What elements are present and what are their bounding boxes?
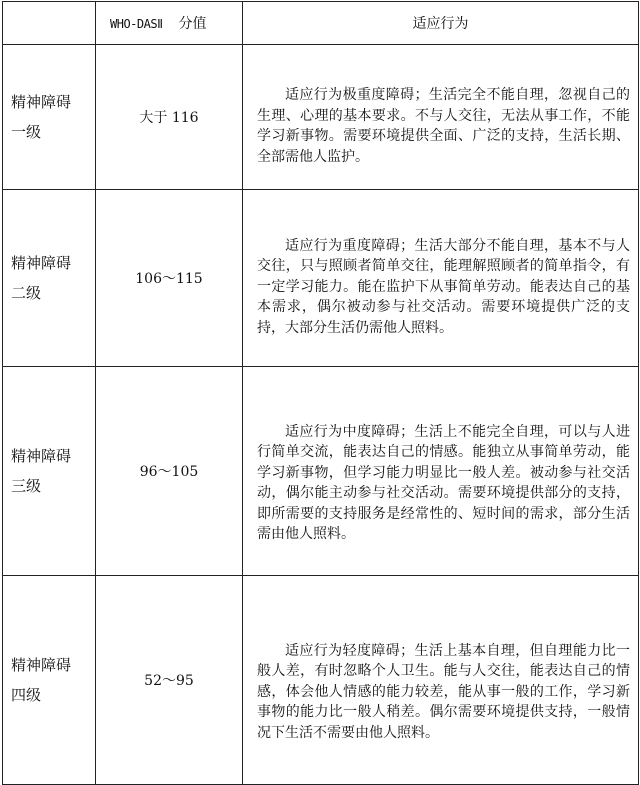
table-row	[3, 367, 639, 576]
level-grade: 一级	[11, 123, 42, 141]
level-cell	[3, 190, 96, 367]
table-header-row	[3, 2, 639, 45]
header-score	[96, 2, 243, 45]
score-cell: 106～115	[96, 190, 243, 367]
score-cell: 52～95	[96, 576, 243, 785]
behavior-text: 适应行为重度障碍；生活大部分不能自理，基本不与人交往，只与照顾者简单交往，能理解照顾者的简单指令，有一定学习能力。能在监护下从事简单劳动。能表达自己的基本需求，偶尔被动参与社交活动。需要环境提供广泛的支持，大部分生活仍需他人照料。	[257, 237, 630, 336]
header-behavior: 适应行为	[243, 2, 639, 45]
behavior-cell	[243, 45, 639, 190]
level-name: 精神障碍	[11, 93, 72, 111]
score-cell: 大于 116	[96, 45, 243, 190]
table-row	[3, 190, 639, 367]
score-cell: 96～105	[96, 367, 243, 576]
level-name: 精神障碍	[11, 656, 72, 674]
behavior-text: 适应行为极重度障碍；生活完全不能自理，忽视自己的生理、心理的基本要求。不与人交往，无法从事工作，不能学习新事物。需要环境提供全面、广泛的支持，生活长期、全部需他人监护。	[257, 87, 630, 165]
level-grade: 四级	[11, 686, 42, 704]
level-name: 精神障碍	[11, 254, 72, 272]
header-score-scale: WHO-DASⅡ	[110, 17, 163, 31]
behavior-cell	[243, 367, 639, 576]
level-cell	[3, 45, 96, 190]
level-grade: 二级	[11, 284, 42, 302]
header-level	[3, 2, 96, 45]
behavior-text: 适应行为轻度障碍；生活上基本自理，但自理能力比一般人差，有时忽略个人卫生。能与人交往，能表达自己的情感，体会他人情感的能力较差，能从事一般的工作，学习新事物的能力比一般人稍差。偶尔需要环境提供支持，一般情况下生活不需要由他人照料。	[257, 642, 630, 741]
table-row	[3, 45, 639, 190]
level-cell	[3, 576, 96, 785]
behavior-cell	[243, 576, 639, 785]
header-score-unit: 分值	[178, 16, 207, 32]
level-name: 精神障碍	[11, 447, 72, 465]
level-cell	[3, 367, 96, 576]
table-row	[3, 576, 639, 785]
behavior-text: 适应行为中度障碍；生活上不能完全自理，可以与人进行简单交流，能表达自己的情感。能独立从事简单劳动，能学习新事物，但学习能力明显比一般人差。被动参与社交活动，偶尔能主动参与社交活动。需要环境提供部分的支持，即所需要的支持服务是经常性的、短时间的需求，部分生活需由他人照料。	[257, 423, 630, 542]
behavior-cell	[243, 190, 639, 367]
disability-grade-table	[2, 1, 639, 785]
level-grade: 三级	[11, 477, 42, 495]
